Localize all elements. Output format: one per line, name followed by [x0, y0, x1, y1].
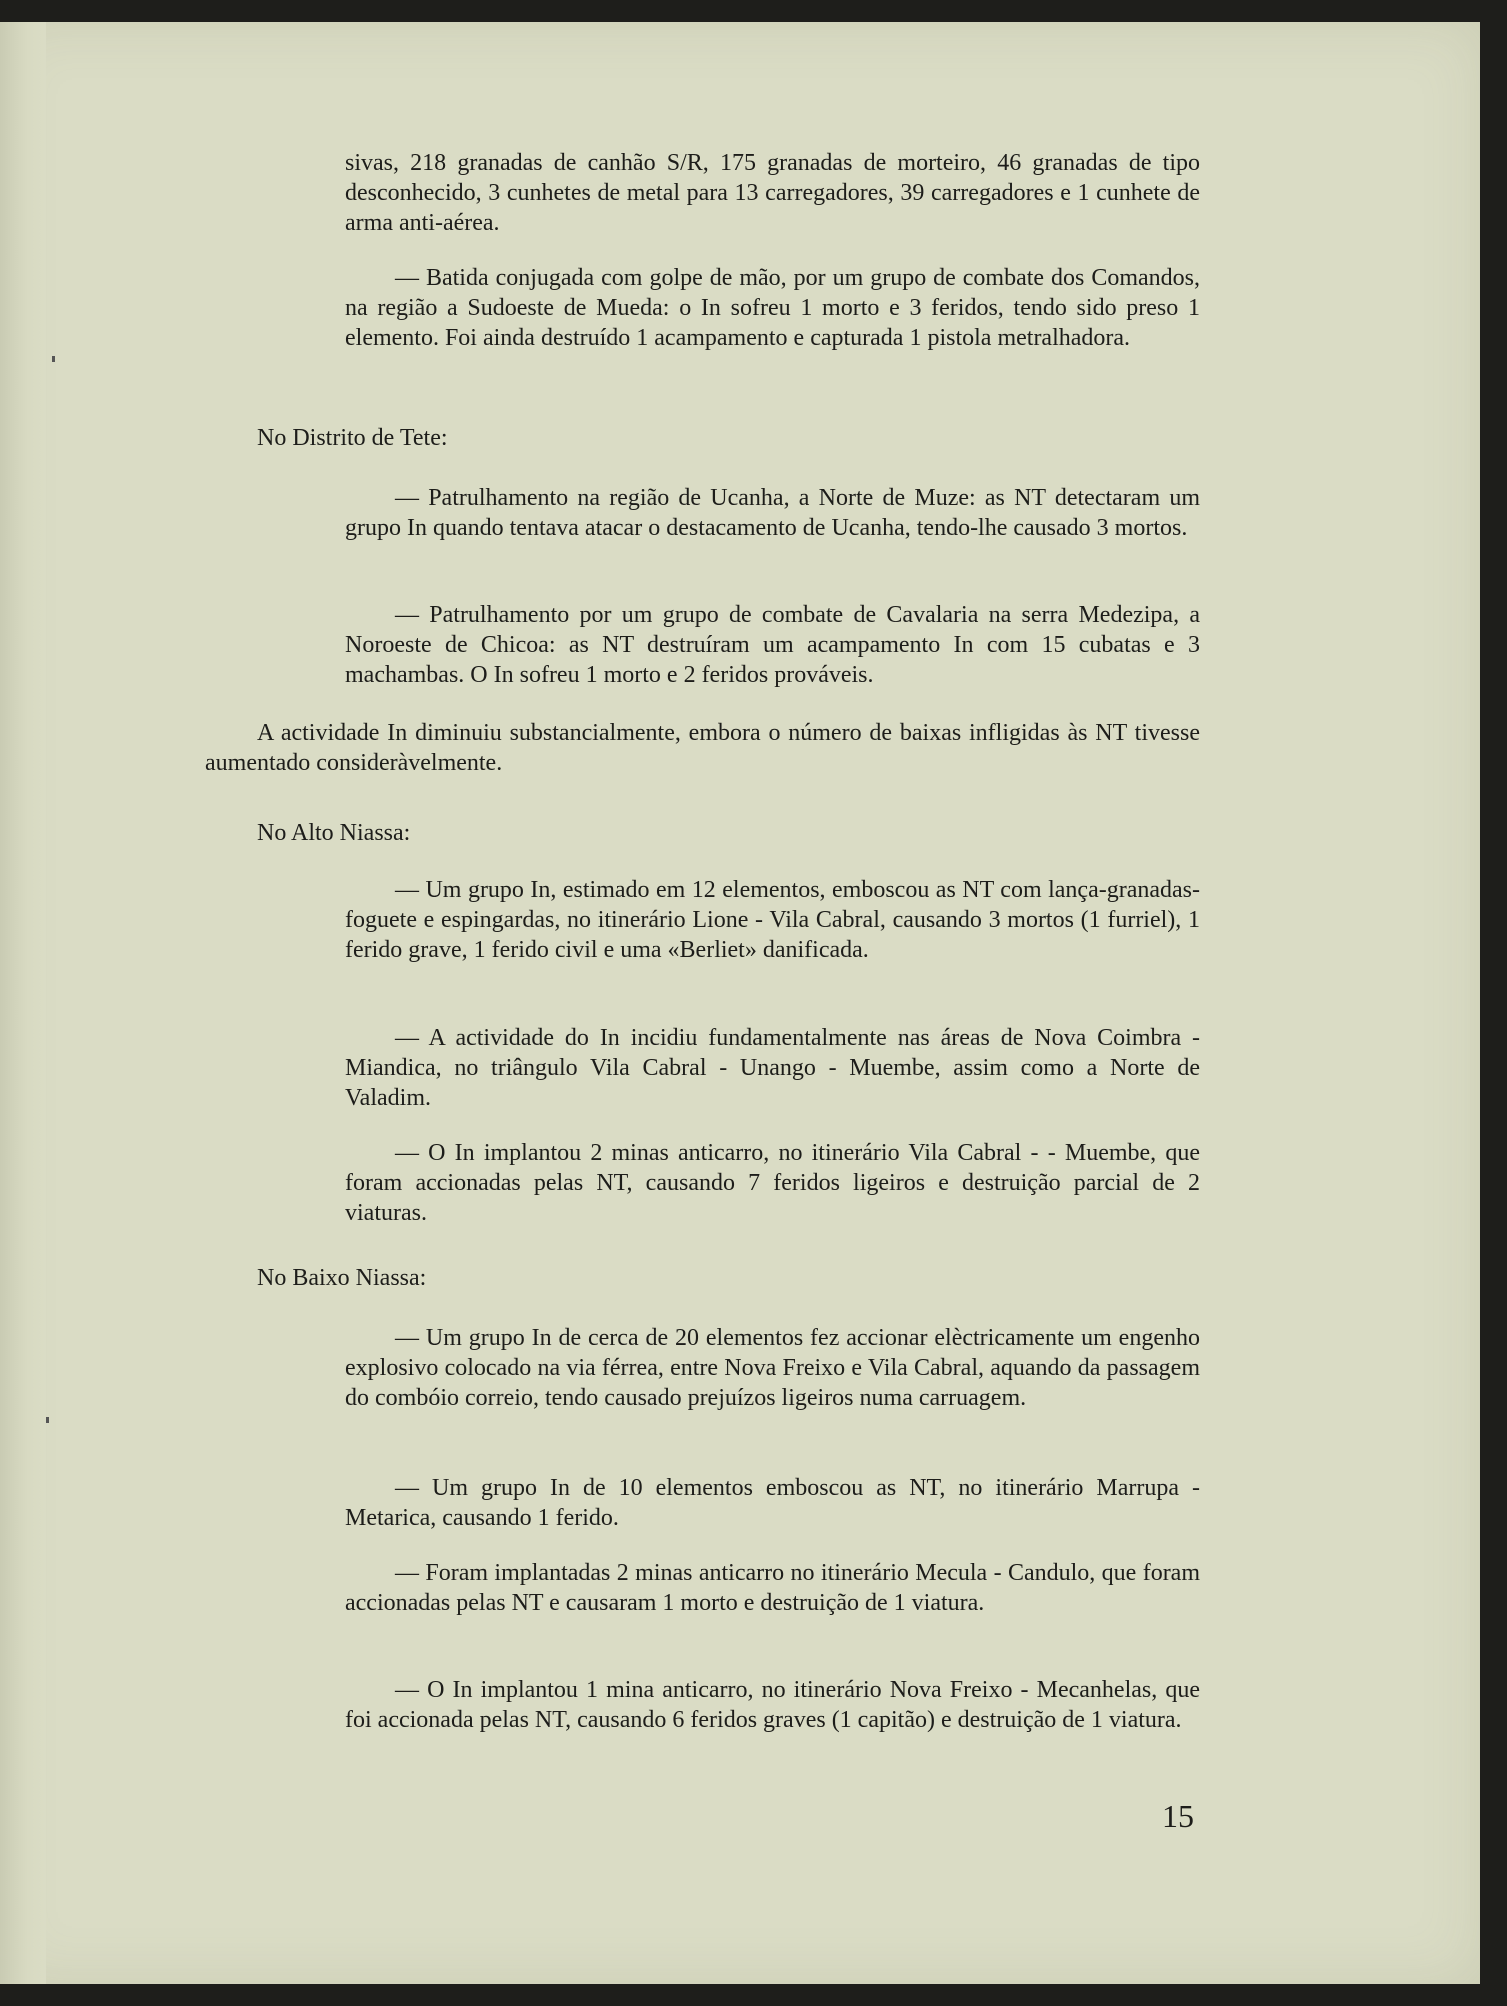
section-heading-baixo-niassa: No Baixo Niassa: [257, 1265, 427, 1291]
section-heading-alto-niassa: No Alto Niassa: [257, 820, 411, 846]
paragraph-ucanha: — Patrulhamento na região de Ucanha, a Norte de Muze: as NT detectaram um grupo In quando tentava atacar o destacamento de Ucanha, tendo-lhe causado 3 mortos. [345, 485, 1200, 541]
paragraph-lione: — Um grupo In, estimado em 12 elementos, emboscou as NT com lança-granadas-foguete e espingardas, no itinerário Lione - Vila Cabral, causando 3 mortos (1 furriel), 1 ferido grave, 1 ferido civil e uma «Berliet» danificada. [345, 877, 1200, 963]
paragraph-mecula: — Foram implantadas 2 minas anticarro no itinerário Mecula - Candulo, que foram accionadas pelas NT e causaram 1 morto e destruição de 1 viatura. [345, 1560, 1200, 1616]
paragraph-continuation: sivas, 218 granadas de canhão S/R, 175 granadas de morteiro, 46 granadas de tipo desconhecido, 3 cunhetes de metal para 13 carregadores, 39 carregadores e 1 cunhete de arma anti-aérea. [345, 150, 1200, 236]
paragraph-via-ferrea: — Um grupo In de cerca de 20 elementos fez accionar elèctricamente um engenho explosivo colocado na via férrea, entre Nova Freixo e Vila Cabral, aquando da passagem do combóio correio, tendo causado prejuízos ligeiros numa carruagem. [345, 1325, 1200, 1411]
paragraph-activity: A actividade In diminuiu substancialmente, embora o número de baixas infligidas às NT tivesse aumentado consideràvelmente. [205, 720, 1200, 776]
margin-mark [46, 1417, 49, 1423]
scan-bottom-edge [0, 1984, 1507, 2006]
scan-top-edge [0, 0, 1507, 22]
margin-mark [52, 356, 55, 362]
paragraph-nova-freixo: — O In implantou 1 mina anticarro, no itinerário Nova Freixo - Mecanhelas, que foi accionada pelas NT, causando 6 feridos graves (1 capitão) e destruição de 1 viatura. [345, 1677, 1200, 1733]
paragraph-marrupa: — Um grupo In de 10 elementos emboscou as NT, no itinerário Marrupa - Metarica, causando 1 ferido. [345, 1475, 1200, 1531]
scan-right-edge [1480, 0, 1507, 2006]
paragraph-muembe: — O In implantou 2 minas anticarro, no itinerário Vila Cabral - - Muembe, que foram accionadas pelas NT, causando 7 feridos ligeiros e destruição parcial de 2 viaturas. [345, 1140, 1200, 1226]
page-number: 15 [1162, 1798, 1194, 1834]
paragraph-mueda: — Batida conjugada com golpe de mão, por um grupo de combate dos Comandos, na região a Sudoeste de Mueda: o In sofreu 1 morto e 3 feridos, tendo sido preso 1 elemento. Foi ainda destruído 1 acampamento e capturada 1 pistola metralhadora. [345, 265, 1200, 351]
paragraph-nova-coimbra: — A actividade do In incidiu fundamentalmente nas áreas de Nova Coimbra - Miandica, no triângulo Vila Cabral - Unango - Muembe, assim como a Norte de Valadim. [345, 1025, 1200, 1111]
section-heading-tete: No Distrito de Tete: [257, 425, 448, 451]
paragraph-medezipa: — Patrulhamento por um grupo de combate de Cavalaria na serra Medezipa, a Noroeste de Chicoa: as NT destruíram um acampamento In com 15 cubatas e 3 machambas. O In sofreu 1 morto e 2 feridos prováveis. [345, 602, 1200, 688]
page-spine [0, 22, 46, 1984]
